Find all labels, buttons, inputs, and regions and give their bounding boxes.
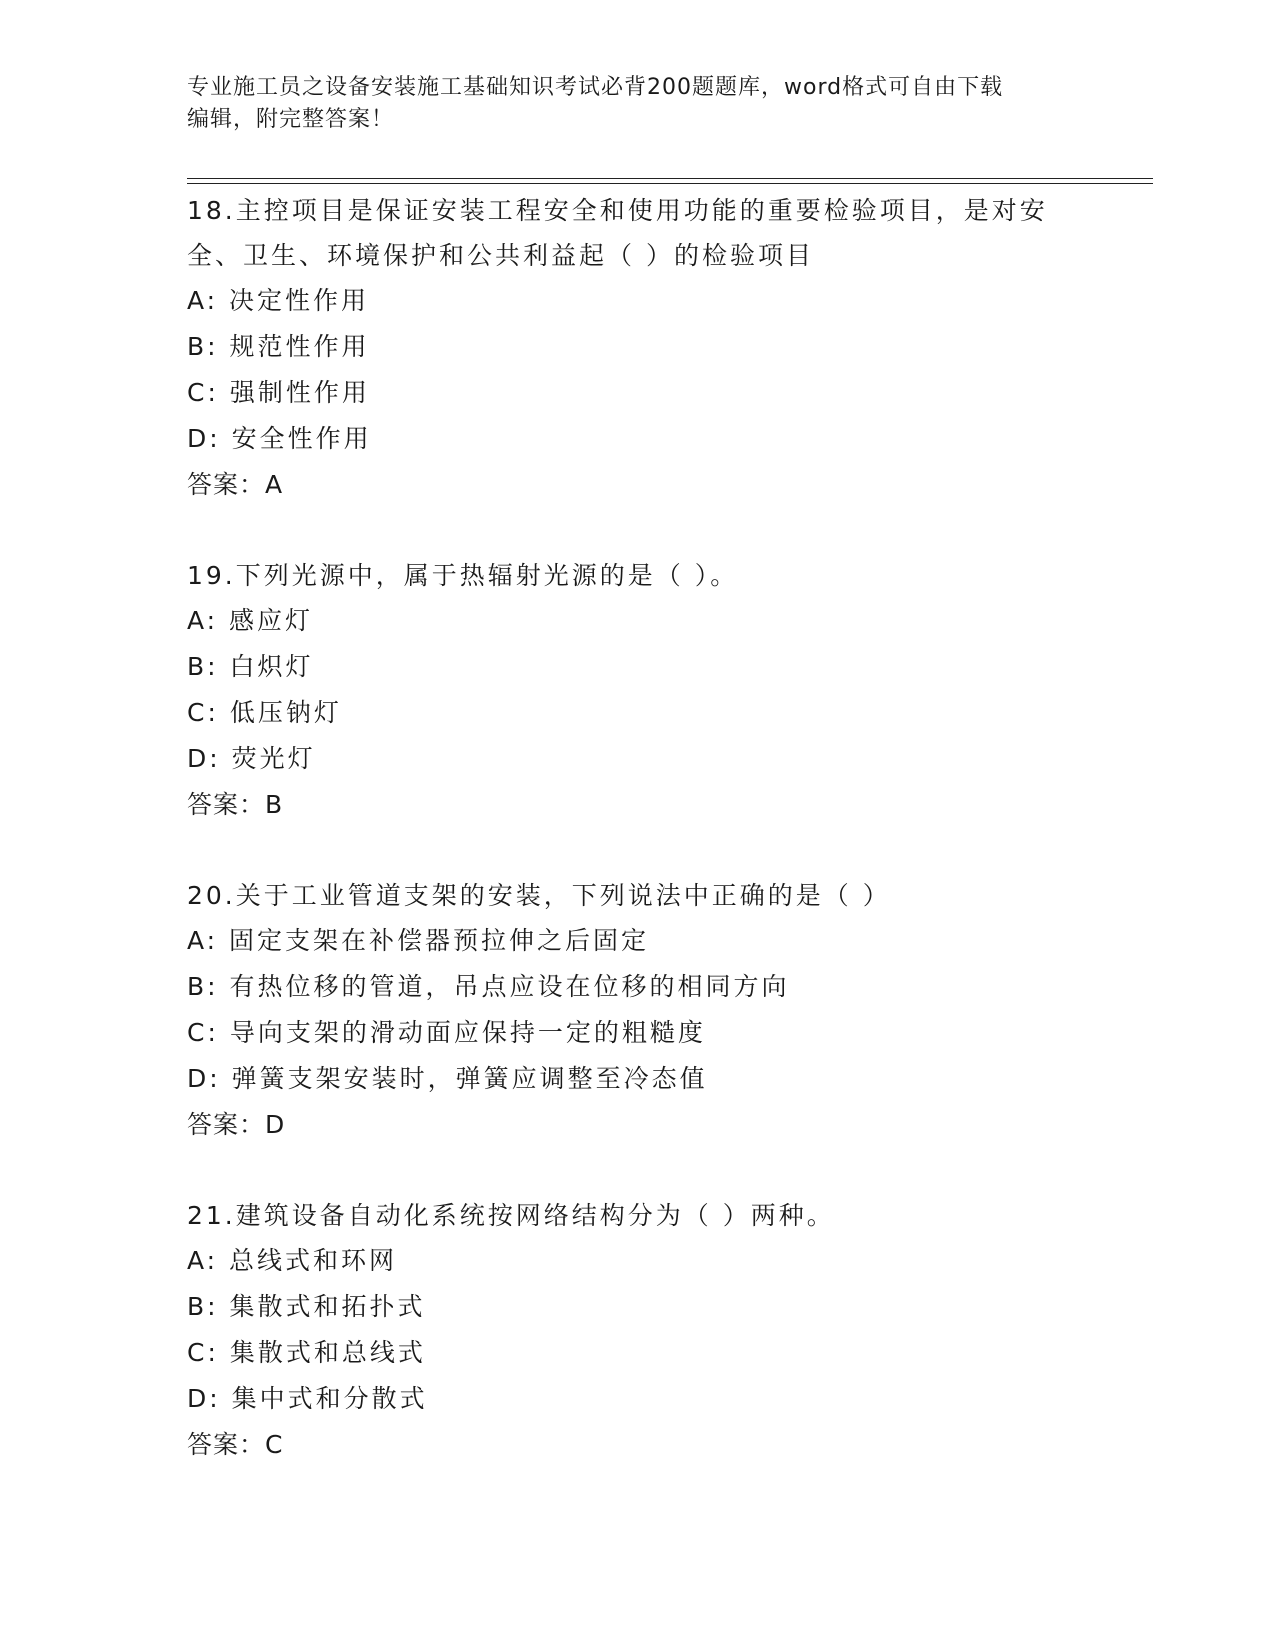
option-d: D: 弹簧支架安装时，弹簧应调整至冷态值 <box>187 1064 708 1093</box>
option-c: C: 集散式和总线式 <box>187 1338 426 1367</box>
header-line-2: 编辑，附完整答案！ <box>187 107 395 132</box>
answer: 答案：A <box>187 470 284 499</box>
option-d: D: 安全性作用 <box>187 424 372 453</box>
question-item <box>187 188 1107 508</box>
option-a: A: 决定性作用 <box>187 286 370 315</box>
option-b: B: 集散式和拓扑式 <box>187 1292 426 1321</box>
option-c: C: 低压钠灯 <box>187 698 342 727</box>
question-item <box>187 553 1107 828</box>
option-b: B: 规范性作用 <box>187 332 370 361</box>
page-header <box>187 72 1087 136</box>
question-stem: 19.下列光源中，属于热辐射光源的是（ ）。 <box>187 561 739 590</box>
option-a: A: 总线式和环网 <box>187 1246 398 1275</box>
answer: 答案：B <box>187 790 284 819</box>
header-line-1: 专业施工员之设备安装施工基础知识考试必背200题题库，word格式可自由下载 <box>187 75 1004 100</box>
answer: 答案：D <box>187 1110 286 1139</box>
question-stem: 20.关于工业管道支架的安装，下列说法中正确的是（ ） <box>187 881 891 910</box>
question-stem: 21.建筑设备自动化系统按网络结构分为（ ）两种。 <box>187 1201 835 1230</box>
question-list <box>187 188 1107 1513</box>
option-b: B: 白炽灯 <box>187 652 314 681</box>
question-item <box>187 873 1107 1148</box>
answer: 答案：C <box>187 1430 284 1459</box>
option-b: B: 有热位移的管道，吊点应设在位移的相同方向 <box>187 972 790 1001</box>
header-divider <box>187 178 1153 184</box>
question-stem-continued: 全、卫生、环境保护和公共利益起（ ）的检验项目 <box>187 241 814 270</box>
question-item <box>187 1193 1107 1468</box>
option-a: A: 固定支架在补偿器预拉伸之后固定 <box>187 926 650 955</box>
option-c: C: 强制性作用 <box>187 378 370 407</box>
option-d: D: 集中式和分散式 <box>187 1384 428 1413</box>
option-d: D: 荧光灯 <box>187 744 316 773</box>
question-stem: 18.主控项目是保证安装工程安全和使用功能的重要检验项目，是对安 <box>187 196 1048 225</box>
option-a: A: 感应灯 <box>187 606 314 635</box>
option-c: C: 导向支架的滑动面应保持一定的粗糙度 <box>187 1018 706 1047</box>
